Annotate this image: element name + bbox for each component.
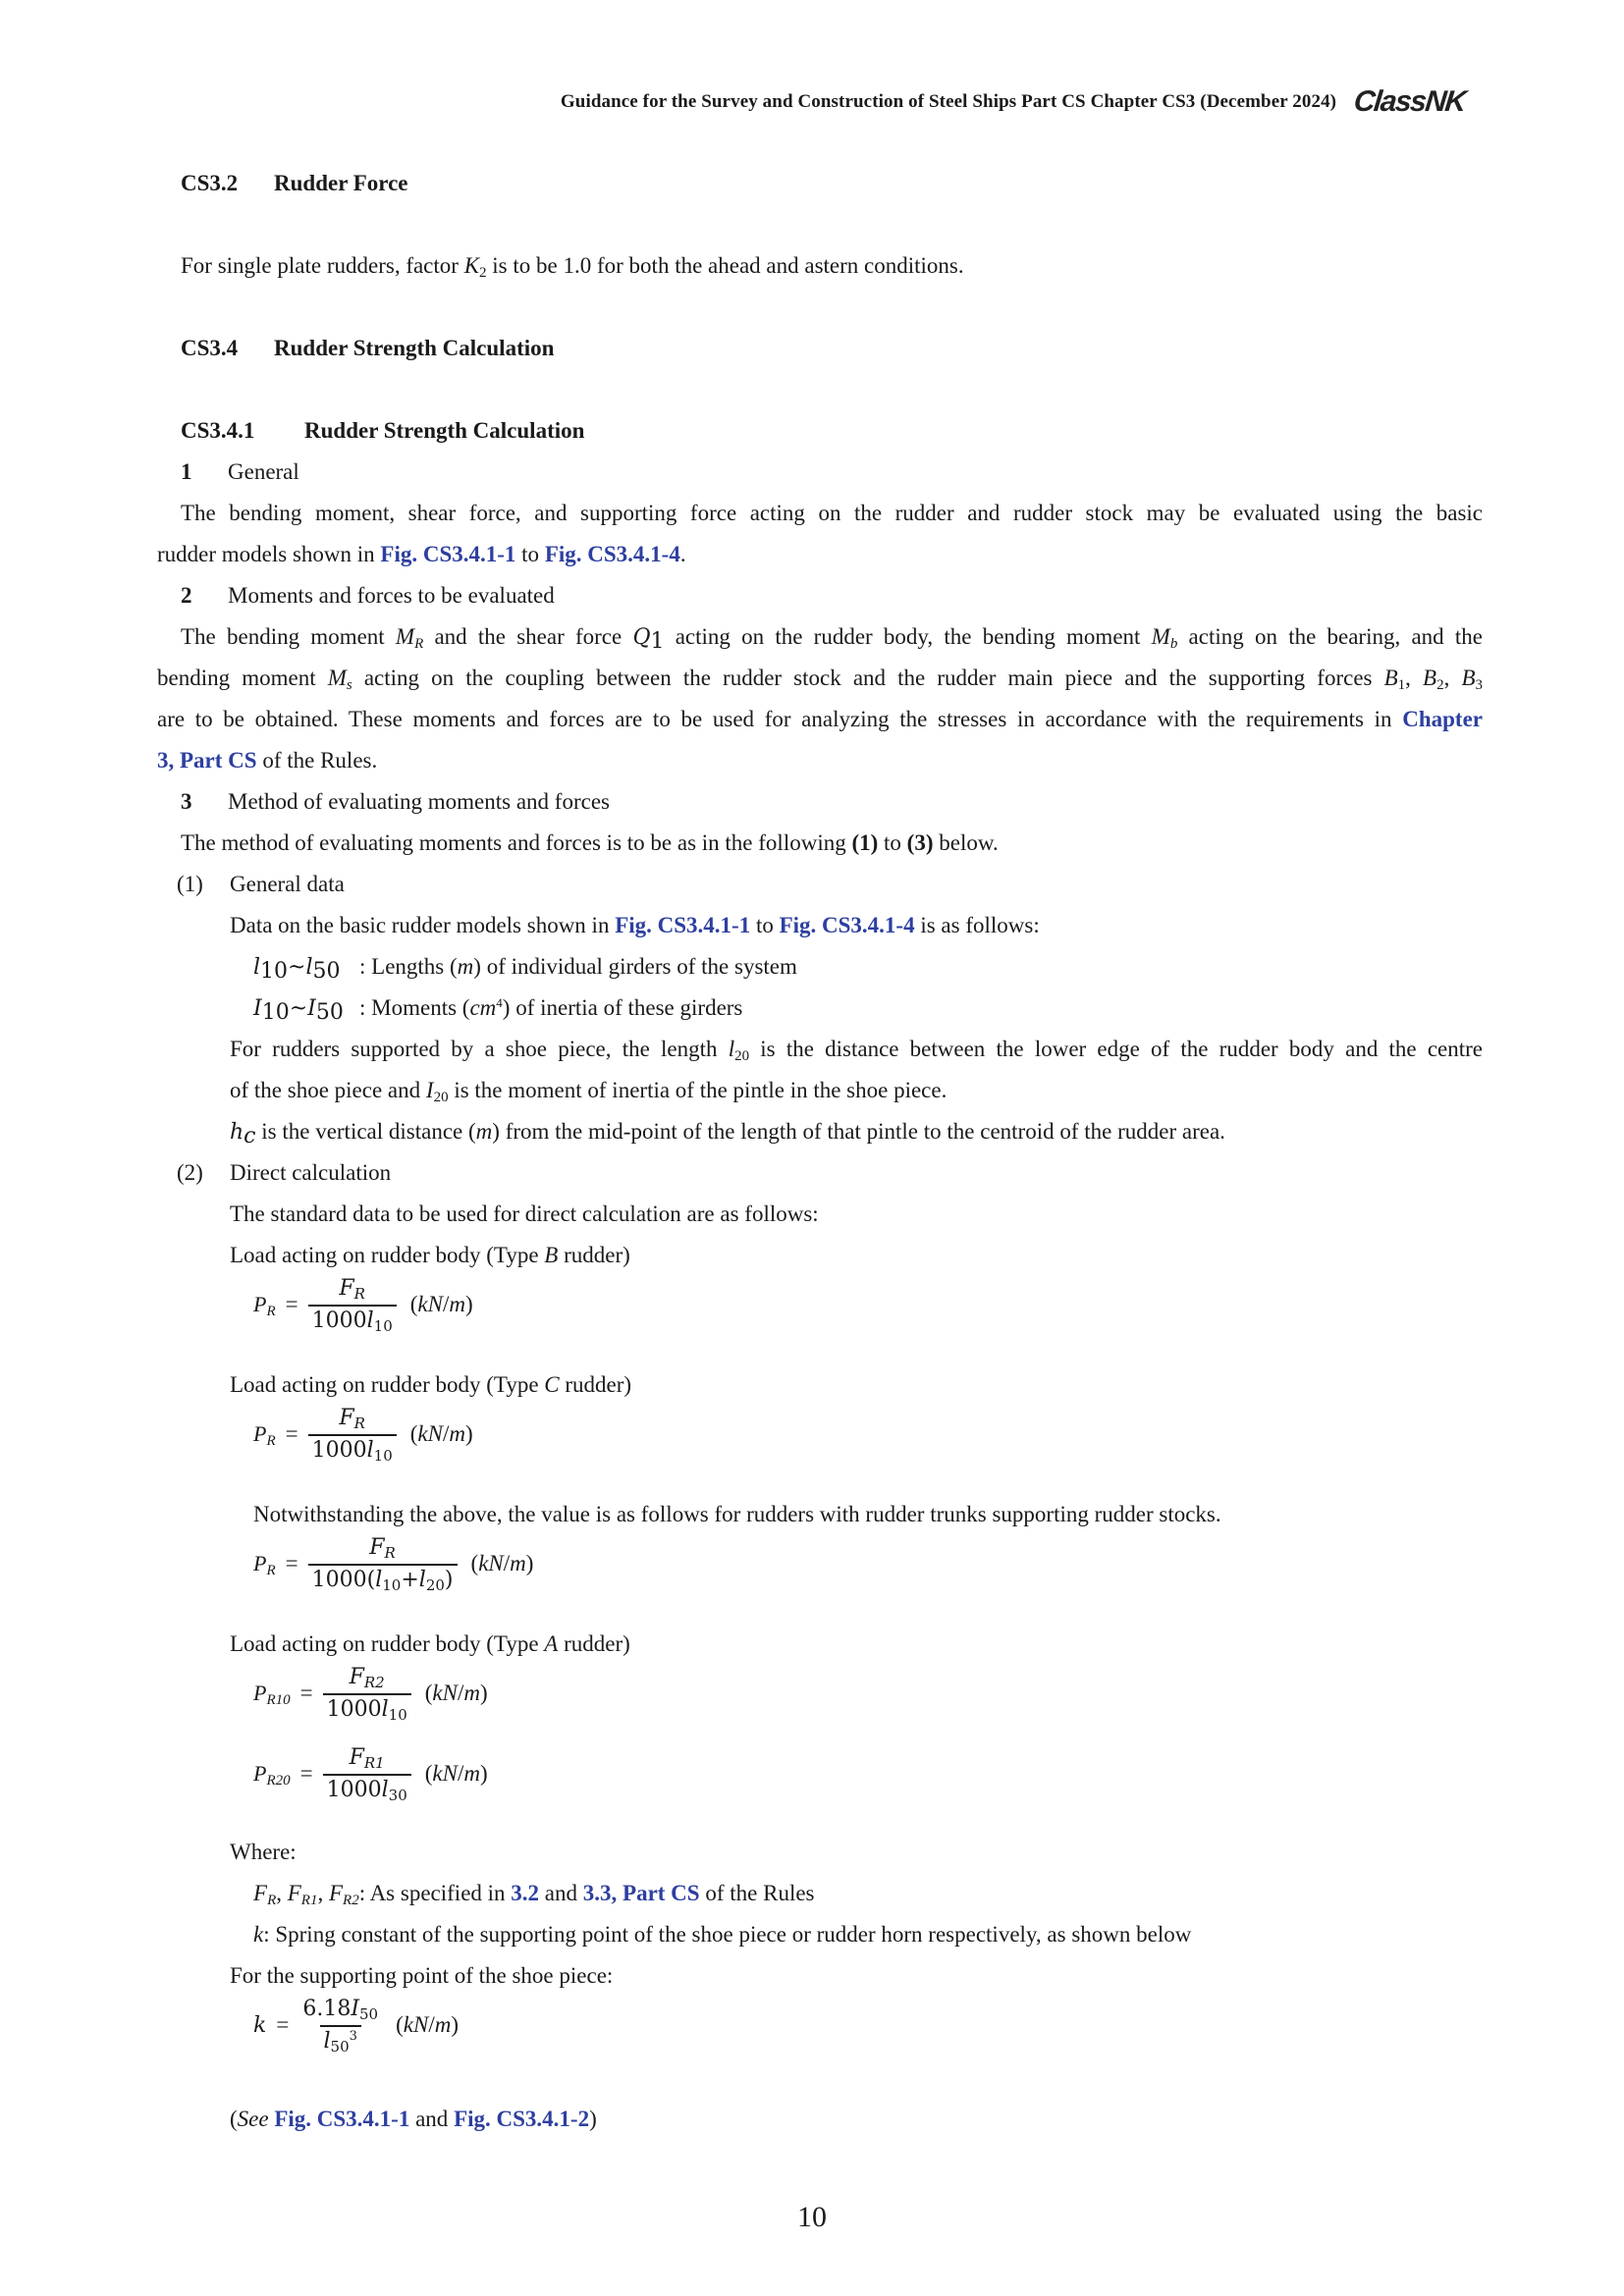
paragraph-cs3-2: For single plate rudders, factor $K_2$ is to be 1.0 for both the ahead and astern conditions. (181, 253, 964, 281)
link-chapter-3[interactable]: Chapter (1402, 707, 1483, 731)
def-fr: $F_R$, $F_{R1}$, $F_{R2}$: As specified in 3.2 and 3.3, Part CS of the Rules (253, 1881, 815, 1908)
item-2-heading: 2 Moments and forces to be evaluated (181, 583, 555, 608)
type-b-label: Load acting on rudder body (Type B rudder) (230, 1243, 630, 1267)
formula-pr10: $P_{R10}$ = $\frac{F_{R2}}{1000l_{10}}$ (kN/m) (253, 1665, 488, 1724)
link-fig-cs3-4-1-4[interactable]: Fig. CS3.4.1-4 (544, 542, 680, 566)
link-part-cs[interactable]: 3, Part CS (157, 748, 257, 773)
header-title: Guidance for the Survey and Construction of Steel Ships Part CS Chapter CS3 (December 2024) (560, 91, 1337, 112)
link-fig-cs3-4-1-1[interactable]: Fig. CS3.4.1-1 (274, 2107, 410, 2131)
fraction: $\frac{F_R}{1000l_{10}}$ (308, 1406, 397, 1463)
section-title: Rudder Strength Calculation (274, 336, 555, 360)
link-3-3-part-cs[interactable]: 3.3, Part CS (582, 1881, 700, 1905)
classnk-logo: ClassNK (1352, 85, 1467, 118)
sub-2-heading: (2) Direct calculation (177, 1160, 392, 1185)
item-3-text: The method of evaluating moments and forces is to be as in the following (1) to (3) below. (181, 830, 999, 855)
where-label: Where: (230, 1840, 297, 1864)
fraction: $\frac{F_{R2}}{1000l_{10}}$ (323, 1665, 411, 1722)
type-c-label: Load acting on rudder body (Type C rudder) (230, 1372, 632, 1397)
fraction: $\frac{F_R}{1000l_{10}}$ (308, 1276, 397, 1333)
link-fig-cs3-4-1-1[interactable]: Fig. CS3.4.1-1 (615, 913, 751, 937)
def-moments: $I_{10}\sim I_{50}$ : Moments $(cm^4)$ of inertia of these girders (253, 995, 743, 1025)
page-header (561, 82, 1465, 122)
section-title: Rudder Strength Calculation (304, 418, 585, 443)
section-heading-cs3-2 (181, 169, 408, 198)
item-2-text-line-2: bending moment $M_s$ acting on the coupling between the rudder stock and the rudder main piece and the supporting forces $B_1$, $B_2$, $B_3$ (157, 666, 1484, 693)
section-heading-cs3-4-1 (181, 416, 584, 446)
section-heading-cs3-4 (181, 334, 554, 363)
link-3-2[interactable]: 3.2 (511, 1881, 540, 1905)
item-1-text-line-1: The bending moment, shear force, and supporting force acting on the rudder and rudder stock may be evaluated using the basic (181, 501, 1483, 525)
sub-1-shoe-text-line-2: of the shoe piece and $I_{20}$ is the moment of inertia of the pintle in the shoe piece. (230, 1078, 947, 1105)
item-1-heading: 1 General (181, 459, 299, 484)
def-lengths: $l_{10}\sim l_{50}$ : Lengths (m) of individual girders of the system (253, 954, 797, 984)
sub-1-heading: (1) General data (177, 872, 345, 896)
item-3-heading: 3 Method of evaluating moments and forces (181, 789, 610, 814)
section-number: CS3.2 (181, 171, 239, 195)
sub-1-shoe-text-line-1: For rudders supported by a shoe piece, the length $l_{20}$ is the distance between the lower edge of the rudder body and the centre (230, 1037, 1483, 1064)
notwithstanding-text: Notwithstanding the above, the value is as follows for rudders with rudder trunks supporting rudder stocks. (253, 1502, 1221, 1526)
page-number: 10 (797, 2201, 827, 2233)
formula-type-b: $P_R$ = $\frac{F_R}{1000l_{10}}$ (kN/m) (253, 1276, 473, 1335)
sub-1-intro: Data on the basic rudder models shown in Fig. CS3.4.1-1 to Fig. CS3.4.1-4 is as follows: (230, 913, 1040, 937)
link-fig-cs3-4-1-2[interactable]: Fig. CS3.4.1-2 (454, 2107, 590, 2131)
section-number: CS3.4.1 (181, 418, 255, 443)
formula-spring-constant: k = $\frac{6.18I_{50}}{l_{50}^3}$ (kN/m) (253, 1997, 460, 2056)
sub-2-intro: The standard data to be used for direct calculation are as follows: (230, 1201, 819, 1226)
fraction: $\frac{F_{R1}}{1000l_{30}}$ (323, 1745, 411, 1802)
see-figures: (See Fig. CS3.4.1-1 and Fig. CS3.4.1-2) (230, 2107, 597, 2131)
fraction: $\frac{6.18I_{50}}{l_{50}^3}$ (302, 1997, 379, 2056)
type-a-label: Load acting on rudder body (Type A rudder) (230, 1631, 630, 1656)
def-k: k: Spring constant of the supporting point of the shoe piece or rudder horn respectively, as shown below (253, 1922, 1192, 1947)
sub-1-hc-text: $h_c$ is the vertical distance (m) from the mid-point of the length of that pintle to the centroid of the rudder area. (230, 1119, 1225, 1148)
item-2-text-line-4: 3, Part CS of the Rules. (157, 748, 378, 773)
section-number: CS3.4 (181, 336, 239, 360)
shoe-piece-label: For the supporting point of the shoe piece: (230, 1963, 614, 1988)
formula-rudder-trunk: $P_R$ = $\frac{F_R}{1000(l_{10}+l_{20})}$ (kN/m) (253, 1535, 534, 1594)
item-2-text-line-1: The bending moment $M_R$ and the shear force $Q_1$ acting on the rudder body, the bending moment $M_b$ acting on the bearing, and the (181, 624, 1483, 654)
item-2-text-line-3: are to be obtained. These moments and forces are to be used for analyzing the stresses in accordance with the requirements in Chapter (157, 707, 1483, 731)
item-1-text-line-2: rudder models shown in Fig. CS3.4.1-1 to Fig. CS3.4.1-4. (157, 542, 686, 566)
formula-pr20: $P_{R20}$ = $\frac{F_{R1}}{1000l_{30}}$ (kN/m) (253, 1745, 488, 1804)
fraction: $\frac{F_R}{1000(l_{10}+l_{20})}$ (308, 1535, 458, 1592)
section-title: Rudder Force (274, 171, 408, 195)
formula-type-c: $P_R$ = $\frac{F_R}{1000l_{10}}$ (kN/m) (253, 1406, 473, 1465)
link-fig-cs3-4-1-1[interactable]: Fig. CS3.4.1-1 (380, 542, 516, 566)
link-fig-cs3-4-1-4[interactable]: Fig. CS3.4.1-4 (779, 913, 915, 937)
